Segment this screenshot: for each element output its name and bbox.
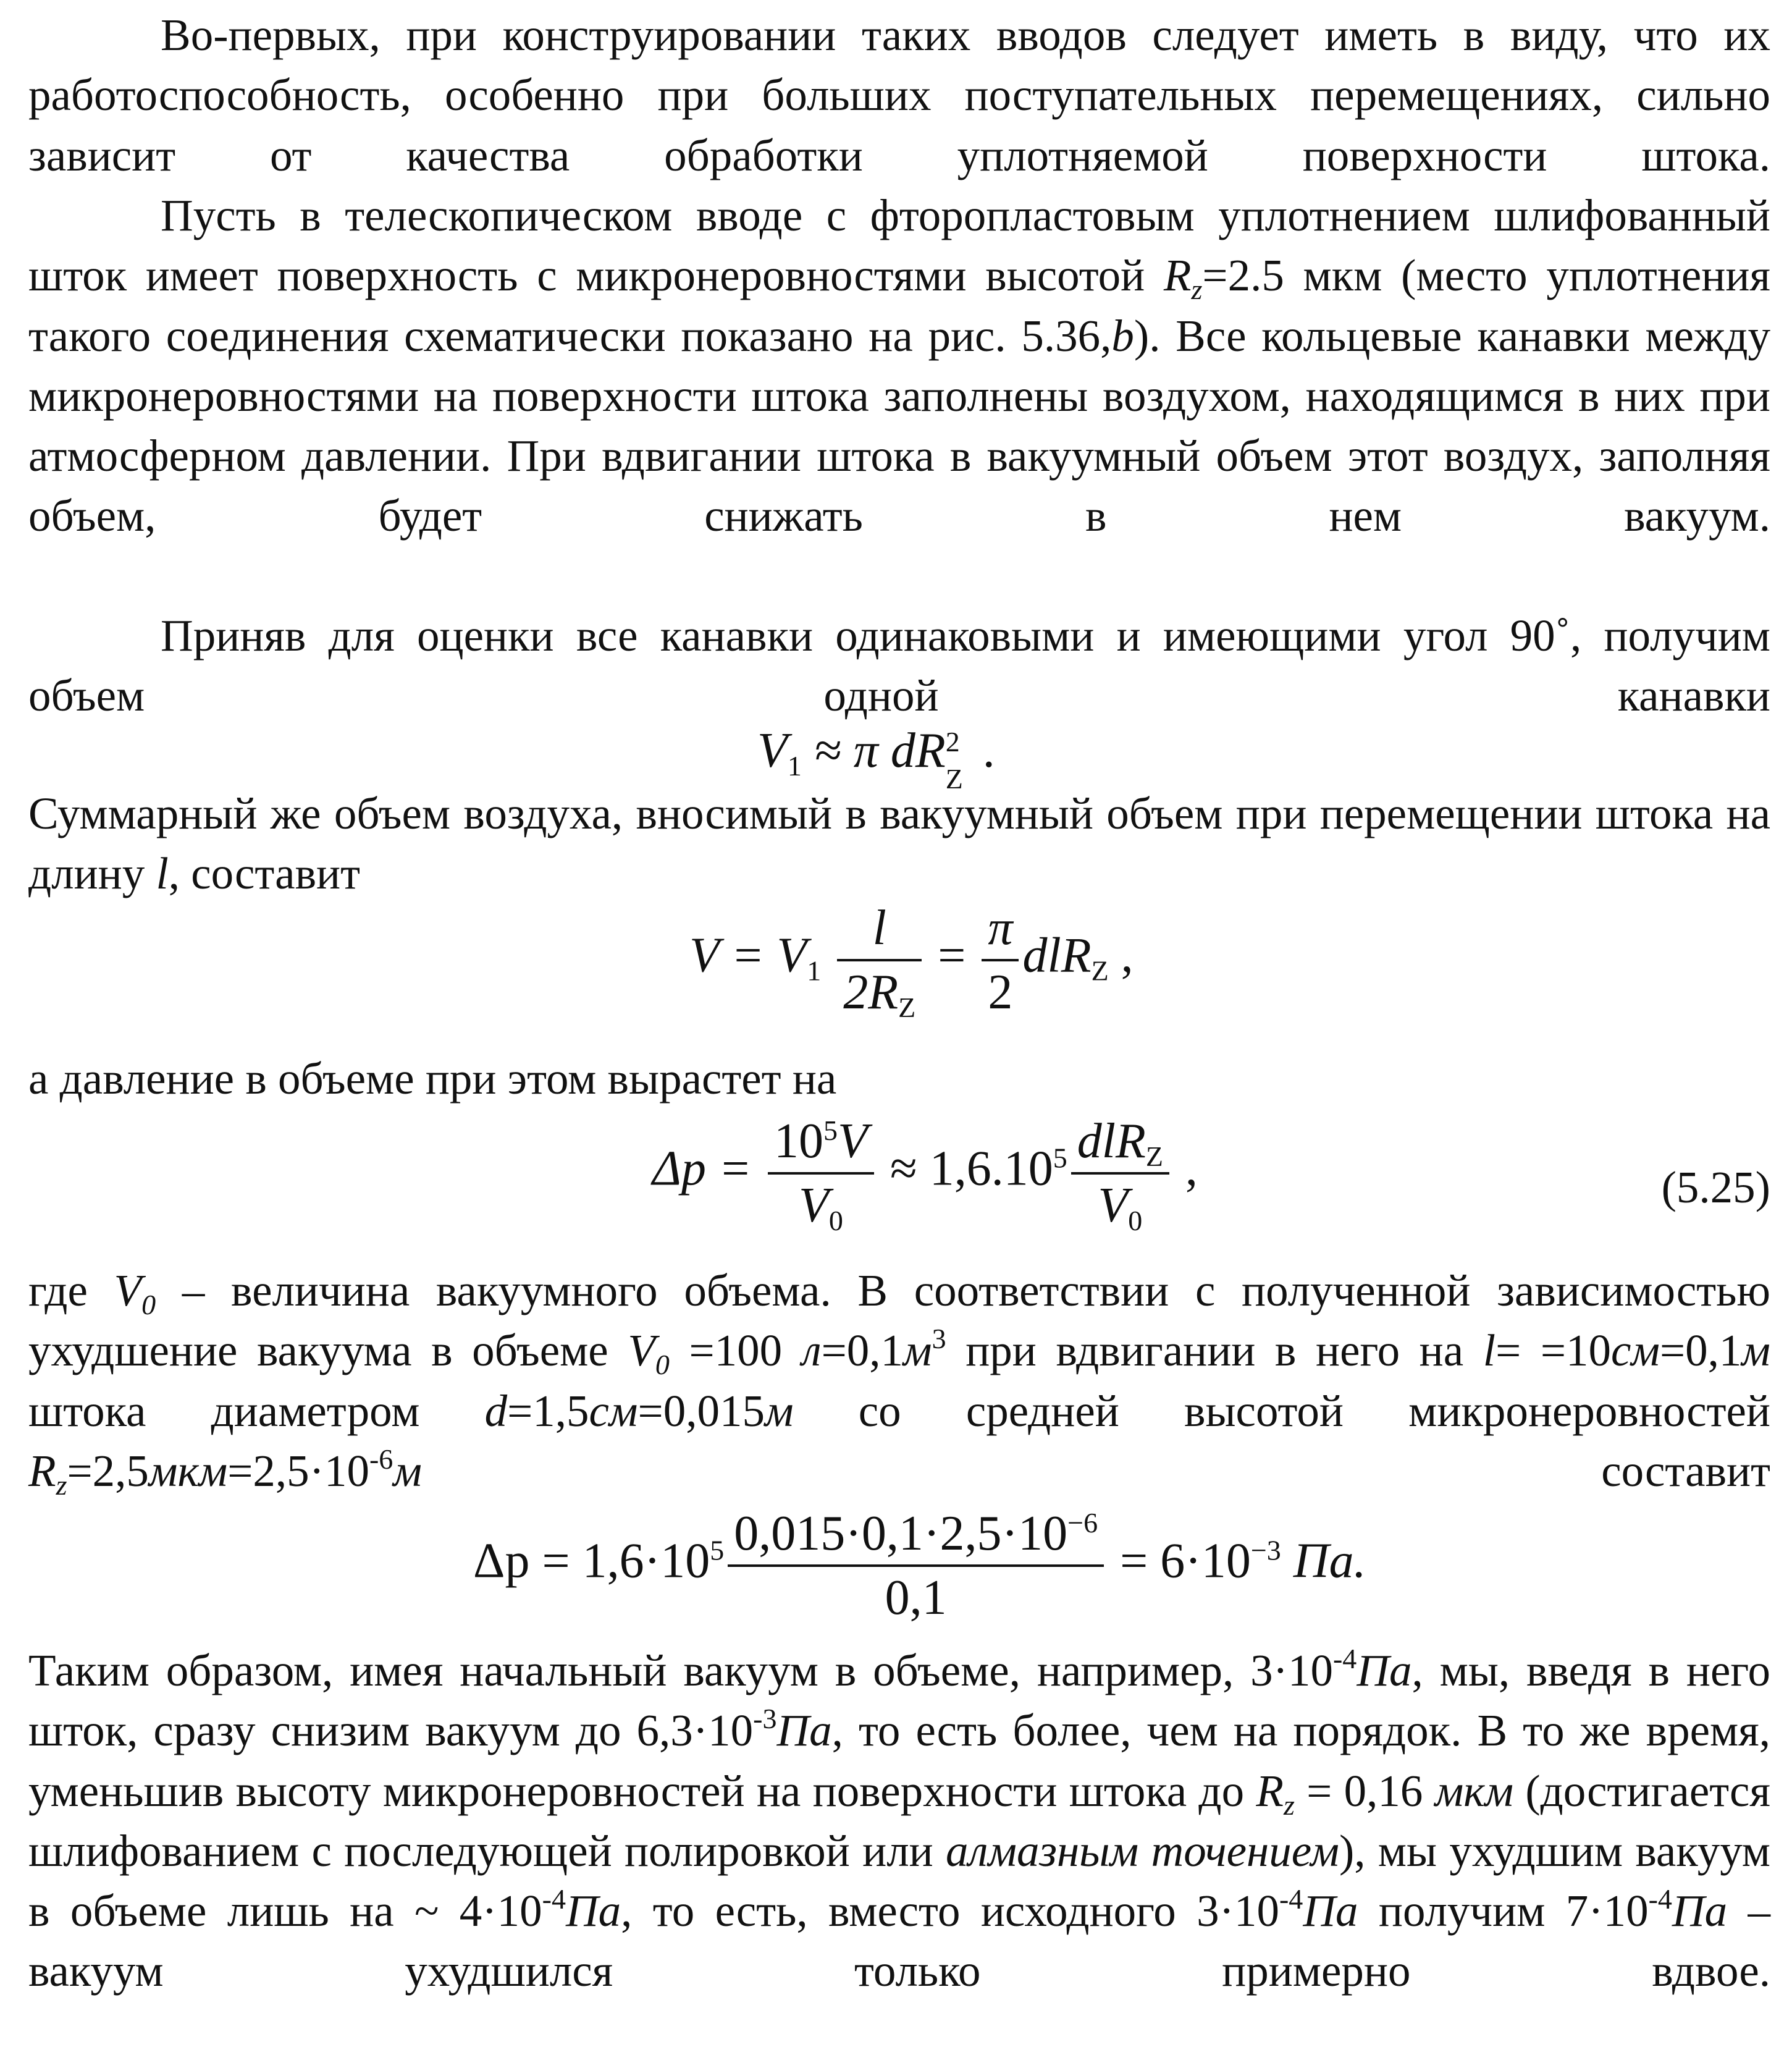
eq2-tail: dlR <box>1022 928 1092 983</box>
p7-pa3: Па <box>565 1886 621 1936</box>
p7-e: (достигается шлифованием с последующей полировкой или <box>28 1765 1771 1876</box>
p6-mkm: мкм <box>148 1445 228 1496</box>
p6-b: – величина вакуумного объема. В соответствии с полученной зависимостью ухудшение вакуума в объеме <box>28 1265 1770 1376</box>
p7-e4: -4 <box>1279 1883 1303 1915</box>
eq2-lhs-sub: 1 <box>807 955 822 987</box>
eq4-lhs-sup: 5 <box>710 1534 725 1566</box>
paragraph-7 <box>28 1640 1770 2001</box>
paragraph-2-text-c: ). Все кольцевые канавки между микронеровностями на поверхности штока заполнены воздухом, находящимся в них при атмосферном давлении. При вдвигании штока в вакуумный объем этот воздух, заполняя объем, будет снижать в нем вакуум. <box>28 310 1771 541</box>
eq2-end: , <box>1108 928 1134 983</box>
eq4-fraction <box>728 1508 1104 1624</box>
eq3-fraction-1 <box>768 1114 874 1236</box>
eq3-num2: dlR <box>1077 1114 1146 1168</box>
p6-c: =100 <box>669 1325 802 1376</box>
p6-m3: м <box>903 1325 932 1376</box>
eq2-lhs: V = V <box>689 928 807 983</box>
p6-m: м <box>1741 1325 1771 1376</box>
p6-v0: V <box>114 1265 142 1315</box>
p7-rz: R <box>1256 1765 1284 1816</box>
p7-mkm: мкм <box>1434 1765 1514 1816</box>
paragraph-6 <box>28 1260 1770 1501</box>
eq1-op: ≈ π dR <box>801 724 946 778</box>
eq3-approx-sup: 5 <box>1053 1142 1067 1174</box>
paragraph-2-text-b: =2.5 мкм (место уплотнения такого соединения схематически показано на рис. 5.36, <box>28 250 1770 361</box>
eq2-fraction-2 <box>982 902 1019 1018</box>
eq4-den: 0,1 <box>885 1571 947 1625</box>
eq3-num-sup: 5 <box>823 1115 838 1146</box>
eq2-den: 2R <box>843 965 899 1019</box>
paragraph-4-text-a: Суммарный же объем воздуха, вносимый в вакуумный объем при перемещении штока на длину <box>28 788 1770 899</box>
p6-m5: м <box>393 1445 422 1496</box>
p6-j: =0,015 <box>637 1385 765 1436</box>
p7-d: = 0,16 <box>1294 1765 1435 1816</box>
eq3-num: 10 <box>773 1114 823 1168</box>
p6-rz-sub: z <box>56 1469 67 1501</box>
rz-subscript: z <box>1191 274 1203 306</box>
paragraph-3 <box>28 606 1770 726</box>
p6-v0b-sub: 0 <box>655 1349 670 1381</box>
p7-b: , мы, введя в него шток, сразу снизим вакуум до 6,3·10 <box>28 1645 1770 1756</box>
paragraph-3-text: Приняв для оценки все канавки одинаковыми и имеющими угол 90˚, получим объем одной канавки <box>28 610 1770 721</box>
eq3-lhs: Δp = <box>652 1141 764 1196</box>
eq3-end: , <box>1172 1141 1198 1196</box>
p6-cm2: см <box>589 1385 638 1436</box>
eq3-den2: V <box>1098 1178 1129 1233</box>
p6-h: штока диаметром <box>28 1385 485 1436</box>
p6-rz: R <box>28 1445 56 1496</box>
eq2-num2: π <box>982 902 1019 961</box>
paragraph-2 <box>28 185 1770 546</box>
equation-4 <box>473 1508 1366 1624</box>
p6-m2: м <box>764 1385 794 1436</box>
p7-italic-phrase: алмазным точением <box>946 1825 1339 1876</box>
equation-number: (5.25) <box>1661 1162 1770 1212</box>
p7-h: получим 7·10 <box>1358 1886 1649 1936</box>
p7-e5: -4 <box>1648 1883 1672 1915</box>
p6-exp: -6 <box>369 1443 393 1475</box>
eq1-lhs-sub: 1 <box>787 750 802 782</box>
eq3-num2-sub: Z <box>1145 1141 1163 1172</box>
p6-litre: л <box>801 1325 822 1376</box>
paragraph-5-text: а давление в объеме при этом вырастет на <box>28 1053 837 1104</box>
paragraph-4-text-b: , составит <box>168 848 360 899</box>
p6-e: при вдвигании в него на <box>946 1325 1483 1376</box>
p7-rz-sub: z <box>1283 1789 1295 1821</box>
p7-a: Таким образом, имея начальный вакуум в объеме, например, 3·10 <box>28 1645 1333 1695</box>
eq3-den: V <box>798 1178 829 1233</box>
p6-a: где <box>28 1265 114 1315</box>
p6-cm: см <box>1611 1325 1660 1376</box>
eq3-den-sub: 0 <box>828 1205 843 1236</box>
rz-symbol: R <box>1163 250 1192 301</box>
eq4-rhs-sup: −3 <box>1250 1534 1281 1566</box>
eq3-approx: ≈ 1,6.10 <box>877 1141 1053 1196</box>
eq4-unit: Па. <box>1281 1534 1366 1589</box>
p6-k: со средней высотой микронеровностей <box>793 1385 1771 1436</box>
eq4-num: 0,015·0,1·2,5·10 <box>734 1506 1068 1561</box>
paragraph-1-text: Во-первых, при конструировании таких вводов следует иметь в виду, что их работоспособность, особенно при больших поступательных перемещениях, сильно зависит от качества обработки уплотняемой поверхности штока. <box>28 10 1770 180</box>
eq1-lhs: V <box>757 724 788 778</box>
eq2-den2: 2 <box>988 965 1013 1019</box>
p7-f: ), мы ухудшим вакуум в объеме лишь на ~ 4·10 <box>28 1825 1770 1936</box>
p6-dsym: d <box>484 1385 508 1436</box>
p7-g: , то есть, вместо исходного 3·10 <box>621 1886 1279 1936</box>
eq2-num: l <box>837 902 922 961</box>
eq4-lhs: Δp = 1,6·10 <box>473 1534 710 1589</box>
equation-1: $V_1 \approx \pi$ dR 2 Z . <box>757 724 995 795</box>
p6-v0b: V <box>628 1325 655 1376</box>
eq3-num-tail: V <box>837 1114 868 1168</box>
p6-l2: =2,5 <box>67 1445 149 1496</box>
eq2-fraction-1 <box>837 901 922 1023</box>
paragraph-4 <box>28 783 1770 904</box>
p6-l: l <box>1483 1325 1496 1376</box>
eq2-equals: = <box>925 928 978 983</box>
length-symbol: l <box>156 848 169 899</box>
eq2-tail-sub: Z <box>1091 955 1109 987</box>
p6-i: =1,5 <box>507 1385 589 1436</box>
p6-m3-sup: 3 <box>932 1323 946 1355</box>
p6-f: = =10 <box>1495 1325 1611 1376</box>
paragraph-5 <box>28 1049 1770 1108</box>
p6-g: =0,1 <box>1660 1325 1742 1376</box>
p7-pa4: Па <box>1303 1886 1358 1936</box>
eq1-tail: . <box>970 724 995 778</box>
eq3-fraction-2 <box>1071 1114 1169 1236</box>
p6-d: =0,1 <box>821 1325 904 1376</box>
p7-e1: -4 <box>1332 1643 1357 1674</box>
p7-pa2: Па <box>776 1705 832 1756</box>
eq3-den2-sub: 0 <box>1128 1205 1143 1236</box>
p7-i: – вакуум ухудшился только примерно вдвое. <box>28 1886 1770 1996</box>
p6-v0-sub: 0 <box>141 1289 156 1320</box>
p7-c: , то есть более, чем на порядок. В то же время, уменьшив высоту микронеровностей на поверхности штока до <box>28 1705 1770 1816</box>
eq4-rhs: = 6·10 <box>1108 1534 1251 1589</box>
p6-n: составит <box>421 1445 1770 1496</box>
p7-e2: -3 <box>753 1703 777 1735</box>
equation-3 <box>652 1114 1198 1236</box>
equation-2 <box>689 901 1134 1023</box>
p7-e3: -4 <box>542 1883 566 1915</box>
p7-pa1: Па <box>1357 1645 1412 1695</box>
p7-pa5: Па <box>1672 1886 1728 1936</box>
p6-m4: =2,5·10 <box>227 1445 369 1496</box>
paragraph-2-text-a: Пусть в телескопическом вводе с фторопластовым уплотнением шлифованный шток имеет поверхность с микронеровностями высотой <box>28 190 1770 301</box>
document-page <box>28 0 1770 2068</box>
eq4-num-sup: −6 <box>1067 1507 1098 1538</box>
paragraph-1 <box>28 5 1770 185</box>
eq2-den-sub: Z <box>898 992 916 1023</box>
figure-letter: b <box>1111 310 1134 361</box>
